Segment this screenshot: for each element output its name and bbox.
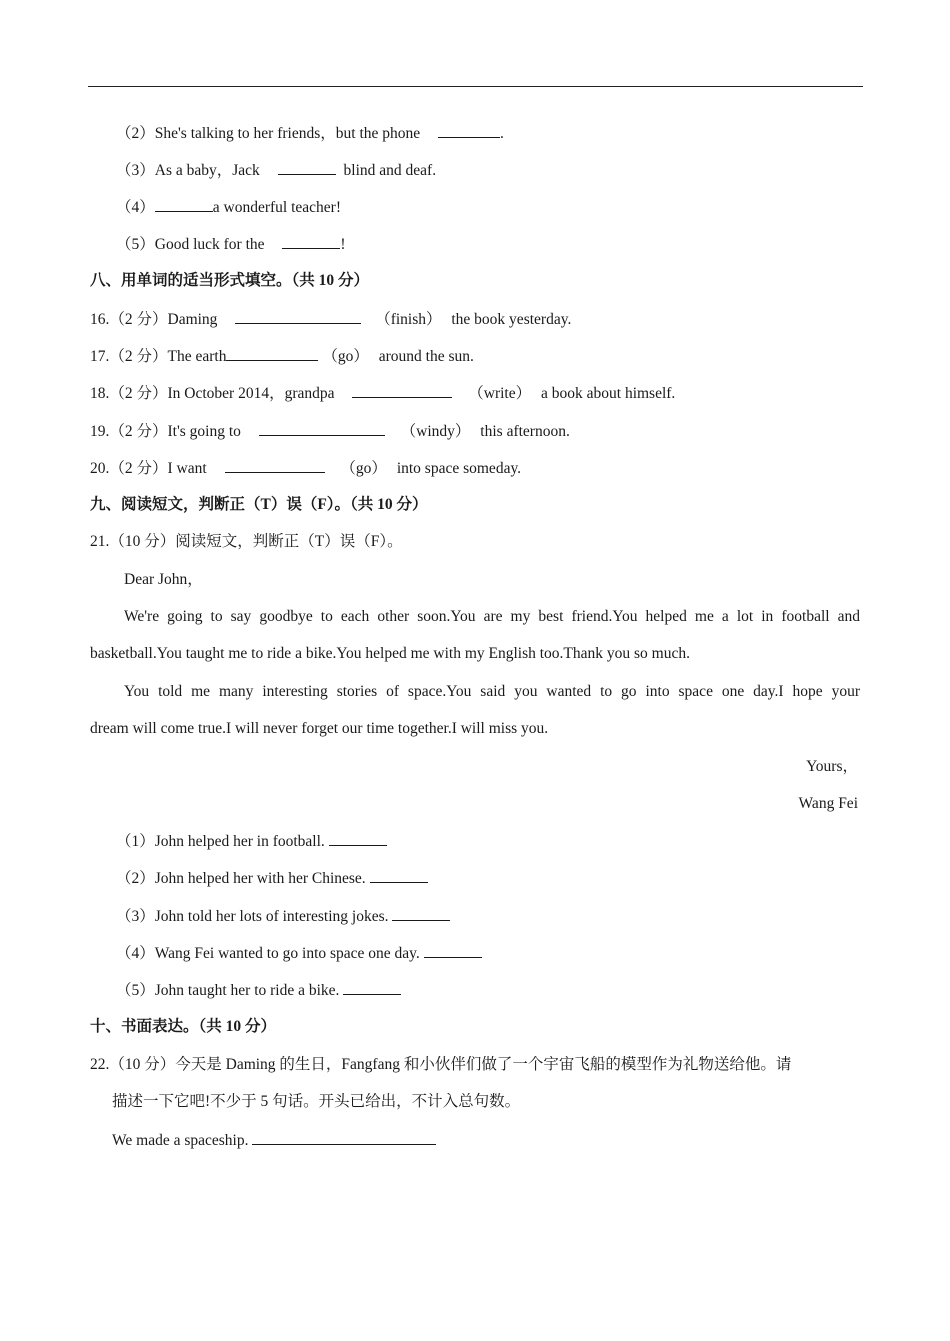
letter-paragraph-1-line-2: basketball.You taught me to ride a bike.You helped me with my English too.Thank you so much. <box>90 645 690 662</box>
statement-2-text: （2）John helped her with her Chinese. <box>116 870 366 887</box>
section-10-heading: 十、书面表达。（共 10 分） <box>90 1018 277 1035</box>
answer-blank[interactable] <box>352 383 452 398</box>
answer-blank[interactable] <box>278 160 336 175</box>
statement-1 <box>116 831 387 852</box>
statement-5-text: （5）John taught her to ride a bike. <box>116 982 340 999</box>
q16-hint: （finish） <box>375 311 442 328</box>
statement-1-text: （1）John helped her in football. <box>116 833 325 850</box>
q7-item-3-text: （3）As a baby，Jack <box>116 162 260 179</box>
section-9-heading: 九、阅读短文，判断正（T）误（F）。（共 10 分） <box>90 496 428 513</box>
q17-text: 17.（2 分）The earth <box>90 348 227 365</box>
statement-4 <box>116 943 482 964</box>
letter-signature: Wang Fei <box>798 795 858 812</box>
letter-paragraph-1-line-1: We're going to say goodbye to each other soon.You are my best friend.You helped me a lot in football and <box>124 608 860 625</box>
q18-tail: a book about himself. <box>541 385 676 402</box>
q22-starter <box>112 1130 436 1151</box>
header-rule <box>88 86 863 87</box>
q7-item-2-text: （2）She's talking to her friends，but the phone <box>116 125 421 142</box>
q7-item-3 <box>116 160 436 181</box>
q20-hint: （go） <box>340 460 387 477</box>
q16-text: 16.（2 分）Daming <box>90 311 218 328</box>
answer-blank[interactable] <box>329 831 387 846</box>
q19-tail: this afternoon. <box>480 423 570 440</box>
q19 <box>90 421 570 442</box>
answer-blank[interactable] <box>343 980 401 995</box>
answer-blank[interactable] <box>235 309 361 324</box>
letter-closing: Yours， <box>806 758 858 775</box>
q17 <box>90 346 474 367</box>
q22-prompt-line-2: 描述一下它吧!不少于 5 句话。开头已给出，不计入总句数。 <box>112 1093 521 1110</box>
letter-greeting: Dear John， <box>124 571 203 588</box>
q20-text: 20.（2 分）I want <box>90 460 207 477</box>
q7-item-3-tail: blind and deaf. <box>343 162 437 179</box>
answer-blank[interactable] <box>259 421 385 436</box>
q22-starter-text: We made a spaceship. <box>112 1132 249 1149</box>
q19-text: 19.（2 分）It's going to <box>90 423 241 440</box>
q7-item-4-text: （4） <box>116 199 155 216</box>
statement-2 <box>116 868 428 889</box>
q7-item-2 <box>116 123 504 144</box>
q18-hint: （write） <box>468 385 532 402</box>
answer-blank[interactable] <box>438 123 500 138</box>
q7-item-5-text: （5）Good luck for the <box>116 236 265 253</box>
q18 <box>90 383 675 404</box>
q20 <box>90 458 521 479</box>
answer-blank[interactable] <box>370 868 428 883</box>
writing-blank[interactable] <box>252 1130 436 1145</box>
answer-blank[interactable] <box>155 197 213 212</box>
q18-text: 18.（2 分）In October 2014，grandpa <box>90 385 335 402</box>
q7-item-5 <box>116 234 346 255</box>
answer-blank[interactable] <box>225 458 325 473</box>
answer-blank[interactable] <box>282 234 340 249</box>
q7-item-4 <box>116 197 341 218</box>
answer-blank[interactable] <box>226 346 318 361</box>
statement-3 <box>116 906 450 927</box>
q16 <box>90 309 571 330</box>
q19-hint: （windy） <box>400 423 471 440</box>
q7-item-2-tail: . <box>500 125 504 142</box>
q7-item-5-tail: ! <box>340 236 346 253</box>
q17-hint: （go） <box>322 348 369 365</box>
statement-5 <box>116 980 401 1001</box>
q17-tail: around the sun. <box>378 348 474 365</box>
q22-prompt-line-1: 22.（10 分）今天是 Daming 的生日，Fangfang 和小伙伴们做了一个宇宙飞船的模型作为礼物送给他。请 <box>90 1056 792 1073</box>
answer-blank[interactable] <box>424 943 482 958</box>
q21-title: 21.（10 分）阅读短文，判断正（T）误（F）。 <box>90 533 403 550</box>
letter-paragraph-2-line-2: dream will come true.I will never forget our time together.I will miss you. <box>90 720 549 737</box>
q16-tail: the book yesterday. <box>451 311 572 328</box>
q7-item-4-tail: a wonderful teacher! <box>212 199 341 216</box>
letter-paragraph-2-line-1: You told me many interesting stories of space.You said you wanted to go into space one day.I hope your <box>124 683 860 700</box>
answer-blank[interactable] <box>392 906 450 921</box>
q20-tail: into space someday. <box>396 460 522 477</box>
statement-3-text: （3）John told her lots of interesting jokes. <box>116 908 389 925</box>
statement-4-text: （4）Wang Fei wanted to go into space one day. <box>116 945 420 962</box>
section-8-heading: 八、用单词的适当形式填空。（共 10 分） <box>90 272 370 289</box>
